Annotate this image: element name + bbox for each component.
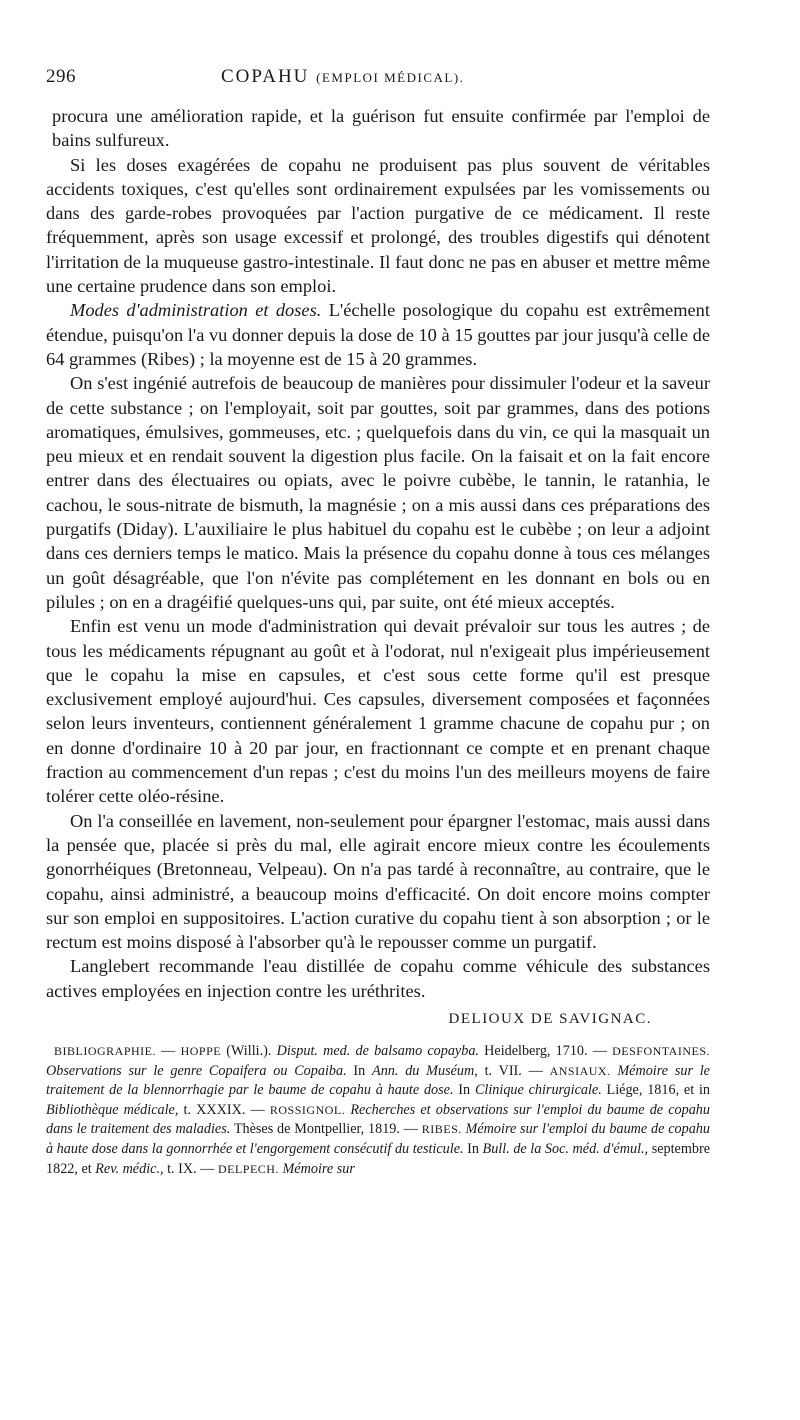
biblio-author: ANSIAUX.: [549, 1063, 611, 1078]
biblio-text: t. IX. —: [163, 1160, 218, 1177]
biblio-label: BIBLIOGRAPHIE.: [54, 1043, 156, 1058]
running-title-main: COPAHU: [221, 66, 310, 87]
biblio-text: (Willi.).: [221, 1042, 277, 1059]
author-signature: DELIOUX DE SAVIGNAC.: [448, 1010, 652, 1027]
biblio-work: Mémoire sur le traitement de la blennorrhagie par le baume de copahu à haute dose.: [46, 1062, 710, 1099]
running-header: [46, 66, 710, 100]
biblio-work: Recherches et observations sur l'emploi du baume de copahu dans le traitement des maladies.: [46, 1101, 710, 1138]
article-body: [46, 104, 710, 1003]
biblio-text: t. XXXIX. —: [178, 1101, 270, 1118]
paragraph: Si les doses exagérées de copahu ne produisent pas plus souvent de véritables accidents toxiques, c'est qu'elles sont ordinairement expulsées par les vomissements ou dans des garde-robes provoquées par l'action purgative de ce médicament. Il reste fréquemment, après son usage excessif et prolongé, des troubles digestifs qui dénotent l'irritation de la muqueuse gastro-intestinale. Il faut donc ne pas en abuser et mettre même une certaine prudence dans son emploi.: [46, 154, 710, 297]
biblio-author: DELPECH.: [217, 1161, 279, 1176]
biblio-text: In: [346, 1062, 373, 1079]
biblio-journal: Ann. du Muséum,: [372, 1062, 478, 1079]
bibliography: [46, 1042, 710, 1179]
paragraph: [46, 298, 710, 371]
biblio-author: DESFONTAINES.: [612, 1043, 711, 1058]
biblio-work: Observations sur le genre Copaifera ou Copaiba.: [46, 1062, 347, 1079]
paragraph: Enfin est venu un mode d'administration qui devait prévaloir sur tous les autres ; de tous les médicaments répugnant au goût et à l'odorat, nul n'exigeait plus impérieusement que le copahu la mise en capsules, et c'est sous cette forme qu'il est presque exclusivement employé aujourd'hui. Ces capsules, diversement composées et façonnées selon leurs inventeurs, contiennent généralement 1 gramme chacune de copahu pur ; on en donne d'ordinaire 10 à 20 par jour, en fractionnant ce compte et en prenant chaque fraction au commencement d'un repas ; c'est du moins l'un des meilleurs moyens de faire tolérer cette oléo-résine.: [46, 616, 710, 807]
running-title: [221, 66, 464, 88]
section-heading: Modes d'administration et doses.: [70, 300, 322, 321]
paragraph: On l'a conseillée en lavement, non-seulement pour épargner l'estomac, mais aussi dans la pensée que, placée si près du mal, elle agirait encore mieux contre les écoulements gonorrhéiques (Bretonneau, Velpeau). On n'a pas tardé à reconnaître, au contraire, que le copahu, ainsi administré, a beaucoup moins d'efficacité. On doit encore moins compter sur son emploi en suppositoires. L'action curative du copahu tient à son absorption ; or le rectum est moins disposé à l'absorber qu'à le repousser comme un purgatif.: [46, 810, 710, 953]
biblio-journal: Clinique chirurgicale.: [474, 1082, 602, 1099]
biblio-journal: Rev. médic.,: [95, 1160, 164, 1177]
biblio-text: In: [453, 1082, 475, 1099]
running-title-sub: (EMPLOI MÉDICAL).: [316, 70, 465, 85]
paragraph: On s'est ingénié autrefois de beaucoup de manières pour dissimuler l'odeur et la saveur de cette substance ; on l'employait, soit par gouttes, soit par grammes, dans des potions aromatiques, émulsives, gommeuses, etc. ; quelquefois dans du vin, ce qui la masquait un peu mieux et en rendait souvent la digestion plus facile. On la faisait et on la fait encore entrer dans des électuaires ou opiats, avec le poivre cubèbe, le tannin, le ratanhia, le cachou, le sous-nitrate de bismuth, la magnésie ; on a mis aussi dans ces préparations des purgatifs (Diday). L'auxiliaire le plus habituel du copahu est le cubèbe ; on leur a adjoint dans ces derniers temps le matico. Mais la présence du copahu donne à tous ces mélanges un goût désagréable, que l'on n'évite pas complétement en les donnant en bols ou en pilules ; on en a dragéifié quelques-uns qui, par suite, ont été mieux acceptés.: [46, 373, 710, 612]
biblio-text: septembre 1822, et: [46, 1140, 710, 1177]
biblio-work: Mémoire sur l'emploi du baume de copahu à haute dose dans la gonnorrhée et l'engorgement consécutif du testicule.: [46, 1121, 710, 1157]
biblio-text: In: [463, 1140, 483, 1157]
biblio-journal: Bull. de la Soc. méd. d'émul.,: [482, 1140, 649, 1157]
bibliography-text: BIBLIOGRAPHIE. — HOPPE (Willi.). Disput. med. de balsamo copayba. Heidelberg, 1710. — DESFONTAINES. Observations sur le genre Copaifera ou Copaiba. In Ann. du Muséum, t. VII. — ANSIAUX. Mémoire sur le traitement de la blennorrhagie par le baume de copahu à haute dose. In Clinique chirurgicale. Liége, 1816, et in Bibliothèque médicale, t. XXXIX. — ROSSIGNOL. Recherches et observations sur l'emploi du baume de copahu dans le traitement des maladies. Thèses de Montpellier, 1819. — RIBES. Mémoire sur l'emploi du baume de copahu à haute dose dans la gonnorrhée et l'engorgement consécutif du testicule. In Bull. de la Soc. méd. d'émul., septembre 1822, et Rev. médic., t. IX. — DELPECH. Mémoire sur: [46, 1042, 711, 1177]
biblio-text: t. VII. —: [477, 1062, 550, 1079]
page-number: 296: [46, 66, 76, 87]
paragraph: Langlebert recommande l'eau distillée de copahu comme véhicule des substances actives employées en injection contre les uréthrites.: [46, 956, 710, 1001]
biblio-work: Mémoire sur: [278, 1160, 355, 1177]
paragraph: procura une amélioration rapide, et la guérison fut ensuite confirmée par l'emploi de bains sulfureux.: [52, 106, 710, 151]
biblio-text: Heidelberg, 1710. —: [478, 1042, 613, 1059]
biblio-author: HOPPE: [180, 1043, 222, 1058]
paragraph-text: L'échelle posologique du copahu est extrêmement étendue, puisqu'on l'a vu donner depuis la dose de 10 à 15 gouttes par jour jusqu'à celle de 64 grammes (Ribes) ; la moyenne est de 15 à 20 grammes.: [46, 300, 710, 369]
biblio-author: RIBES.: [421, 1122, 462, 1137]
biblio-text: Liége, 1816, et in: [601, 1082, 710, 1099]
biblio-journal: Bibliothèque médicale,: [46, 1101, 179, 1118]
biblio-work: Disput. med. de balsamo copayba.: [276, 1042, 479, 1059]
biblio-text: Thèses de Montpellier, 1819. —: [230, 1121, 422, 1138]
biblio-author: ROSSIGNOL.: [269, 1102, 346, 1117]
